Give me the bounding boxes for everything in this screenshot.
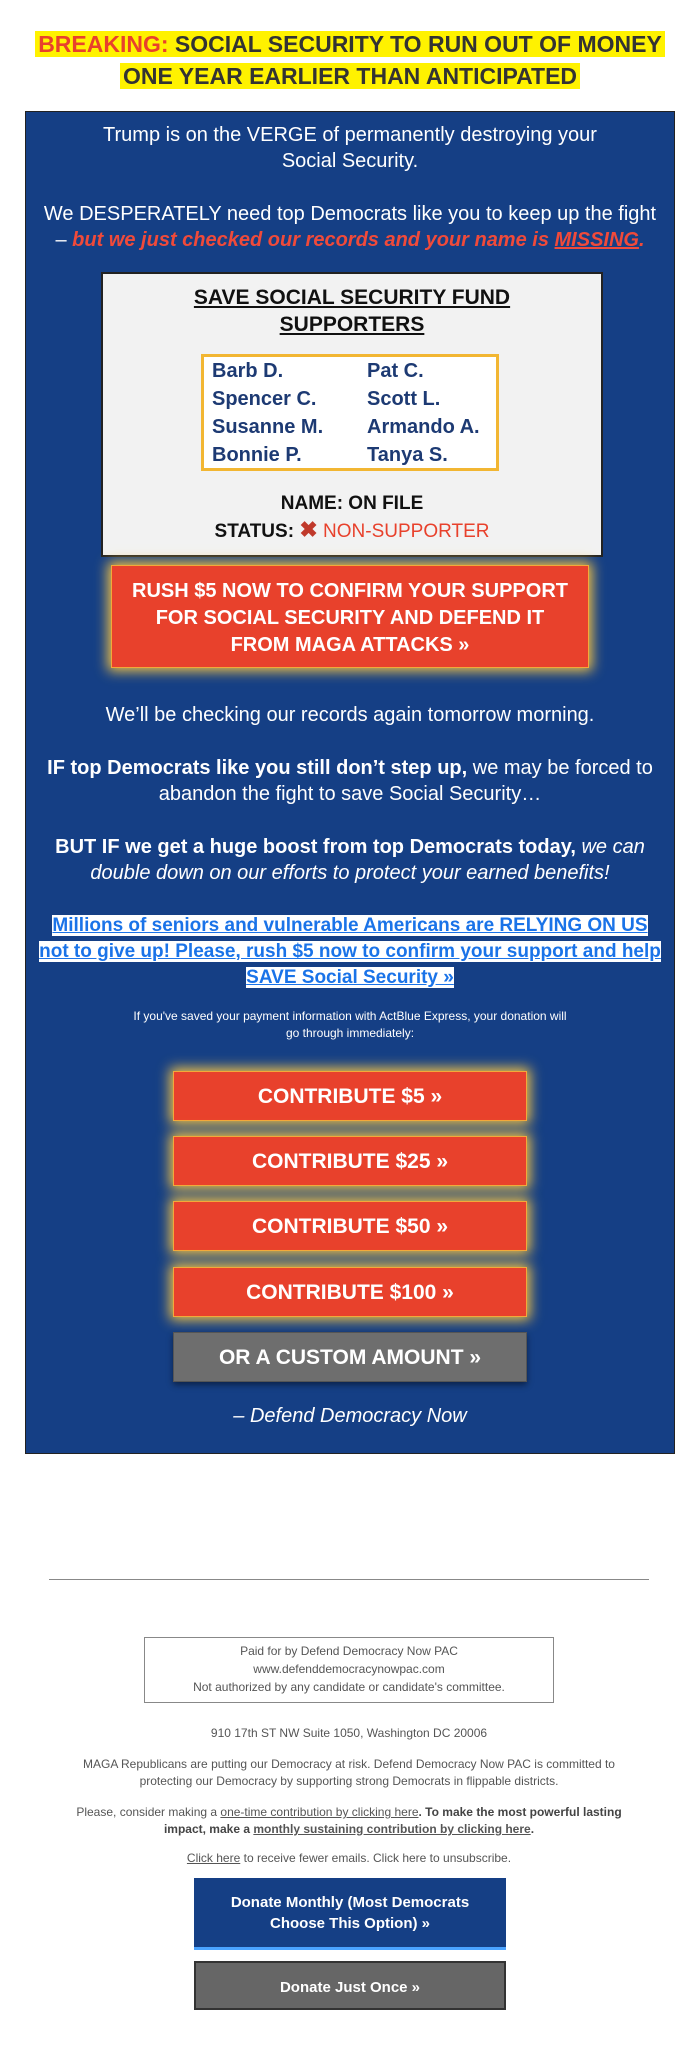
- supporter-name: Tanya S.: [367, 444, 448, 466]
- contribute-5-button[interactable]: CONTRIBUTE $5 »: [173, 1071, 527, 1121]
- x-mark-icon: ✖: [299, 517, 318, 542]
- fewer-emails-link[interactable]: Click here: [186, 1851, 241, 1865]
- if-bold-text: IF top Democrats like you still don’t step up,: [47, 757, 468, 779]
- supporters-title: SAVE SOCIAL SECURITY FUND SUPPORTERS: [193, 286, 511, 336]
- supporters-box: [101, 272, 603, 557]
- intro-para-2-plain: We DESPERATELY need top Democrats like you to keep up the fight –: [43, 203, 657, 251]
- period-text: .: [530, 1822, 535, 1836]
- contribute-100-button[interactable]: CONTRIBUTE $100 »: [173, 1267, 527, 1317]
- supporter-name: Bonnie P.: [212, 444, 302, 466]
- contribute-50-button[interactable]: CONTRIBUTE $50 »: [173, 1201, 527, 1251]
- website-text: www.defenddemocracynowpac.com: [253, 1662, 445, 1676]
- main-panel: [25, 111, 675, 1454]
- not-authorized-text: Not authorized by any candidate or candidate's committee.: [193, 1680, 505, 1694]
- address: 910 17th ST NW Suite 1050, Washington DC 20006: [210, 1726, 488, 1740]
- paid-for-box: [144, 1637, 554, 1703]
- donate-monthly-button[interactable]: Donate Monthly (Most Democrats Choose This Option) »: [194, 1878, 506, 1950]
- rely-on-us-link[interactable]: Millions of seniors and vulnerable Americans are RELYING ON US not to give up! Please, rush $5 now to confirm your support and help SAVE Social Security »: [39, 915, 661, 988]
- rely-on-us-paragraph: [36, 913, 664, 991]
- rush-5-cta-button[interactable]: RUSH $5 NOW TO CONFIRM YOUR SUPPORT FOR SOCIAL SECURITY AND DEFEND IT FROM MAGA ATTACKS »: [111, 565, 589, 668]
- consider-text: Please, consider making a: [76, 1805, 221, 1819]
- but-if-para: [26, 834, 674, 886]
- if-democrats-para: [26, 755, 674, 807]
- if-rest-text: we may be forced to abandon the fight to save Social Security…: [158, 757, 653, 805]
- headline-line1: SOCIAL SECURITY TO RUN OUT OF MONEY: [174, 31, 662, 57]
- contribution-links-para: [49, 1804, 649, 1838]
- status-label: STATUS:: [214, 521, 295, 542]
- supporter-name: Susanne M.: [212, 416, 324, 438]
- supporter-name: Scott L.: [367, 388, 441, 410]
- contribute-25-button[interactable]: CONTRIBUTE $25 »: [173, 1136, 527, 1186]
- actblue-express-note: If you've saved your payment information with ActBlue Express, your donation will go through immediately:: [133, 1009, 567, 1040]
- intro-para-2: [26, 201, 674, 253]
- headline: [0, 28, 700, 92]
- signature: – Defend Democracy Now: [233, 1405, 467, 1427]
- headline-line1-highlight: [35, 31, 665, 57]
- mission-text: MAGA Republicans are putting our Democracy at risk. Defend Democracy Now PAC is committed to protecting our Democracy by supporting strong Democrats in flippable districts.: [83, 1757, 615, 1788]
- checking-records-text: We’ll be checking our records again tomorrow morning.: [105, 704, 595, 726]
- but-italic-text: we can double down on our efforts to protect your earned benefits!: [90, 836, 645, 884]
- monthly-contribution-link[interactable]: monthly sustaining contribution by clicking here: [253, 1822, 531, 1836]
- breaking-label: BREAKING:: [38, 31, 169, 57]
- email-preferences-line: [49, 1850, 649, 1867]
- intro-para-2-red: [72, 229, 644, 251]
- one-time-contribution-link[interactable]: one-time contribution by clicking here: [220, 1805, 419, 1819]
- supporter-name: Armando A.: [367, 416, 480, 438]
- supporter-names-list: [201, 354, 499, 471]
- supporter-name: Spencer C.: [212, 388, 317, 410]
- fewer-emails-text: to receive fewer emails. Click here to unsubscribe.: [240, 1851, 512, 1865]
- donate-once-button[interactable]: Donate Just Once »: [194, 1961, 506, 2010]
- headline-line2: ONE YEAR EARLIER THAN ANTICIPATED: [120, 63, 580, 89]
- supporter-name: Pat C.: [367, 360, 424, 382]
- status-value: NON-SUPPORTER: [323, 521, 490, 542]
- footer-divider: [49, 1579, 649, 1580]
- intro-red-text: but we just checked our records and your name is: [72, 229, 555, 251]
- supporter-name: Barb D.: [212, 360, 284, 382]
- intro-end: .: [638, 229, 645, 251]
- paid-for-text: Paid for by Defend Democracy Now PAC: [240, 1644, 458, 1658]
- missing-word: MISSING: [554, 229, 639, 251]
- status-line: [103, 517, 601, 545]
- name-status-line: NAME: ON FILE: [280, 493, 424, 514]
- custom-amount-button[interactable]: OR A CUSTOM AMOUNT »: [173, 1332, 527, 1382]
- powerful-text: . To make the most powerful lasting impact, make a: [163, 1805, 622, 1836]
- intro-para-1: Trump is on the VERGE of permanently destroying your Social Security.: [103, 124, 597, 172]
- but-bold-text: BUT IF we get a huge boost from top Democrats today,: [55, 836, 576, 858]
